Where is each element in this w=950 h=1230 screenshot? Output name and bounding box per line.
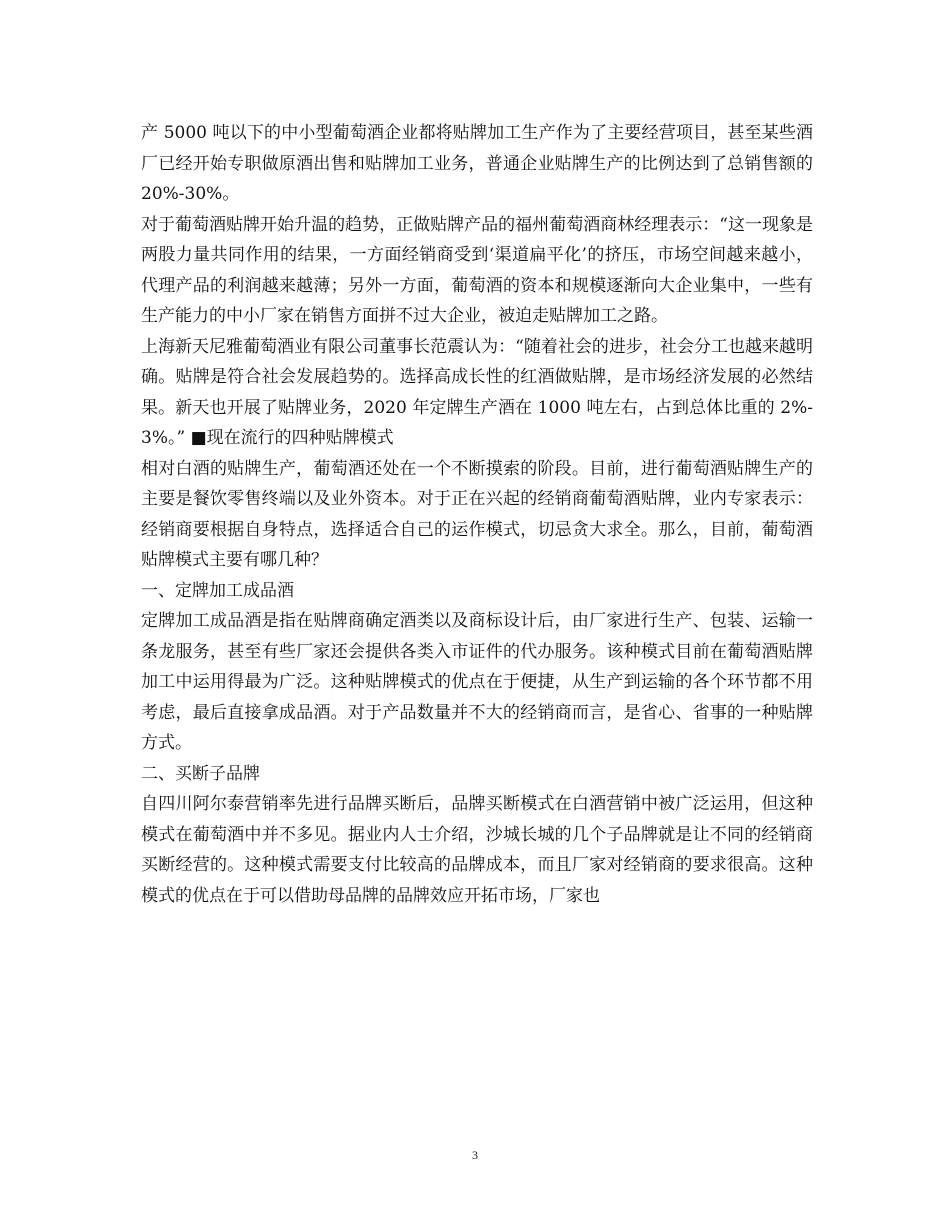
body-text xyxy=(141,118,813,911)
paragraph-2: 对于葡萄酒贴牌开始升温的趋势，正做贴牌产品的福州葡萄酒商林经理表示：“这一现象是两股力量共同作用的结果，一方面经销商受到‘渠道扁平化’的挤压，市场空间越来越小，代理产品的利润越来越薄；另外一方面，葡萄酒的资本和规模逐渐向大企业集中，一些有生产能力的中小厂家在销售方面拼不过大企业，被迫走贴牌加工之路。 xyxy=(141,214,813,326)
section-heading-1: 一、定牌加工成品酒 xyxy=(141,580,294,601)
paragraph-6: 自四川阿尔泰营销率先进行品牌买断后，品牌买断模式在白酒营销中被广泛运用，但这种模式在葡萄酒中并不多见。据业内人士介绍，沙城长城的几个子品牌就是让不同的经销商买断经营的。这种模式需要支付比较高的品牌成本，而且厂家对经销商的要求很高。这种模式的优点在于可以借助母品牌的品牌效应开拓市场，厂家也 xyxy=(141,794,813,906)
paragraph-3: 上海新天尼雅葡萄酒业有限公司董事长范震认为：“随着社会的进步，社会分工也越来越明确。贴牌是符合社会发展趋势的。选择高成长性的红酒做贴牌，是市场经济发展的必然结果。新天也开展了贴牌业务，2020 年定牌生产酒在 1000 吨左右，占到总体比重的 2%-3%。” ■现在流行的四种贴牌模式 xyxy=(141,336,813,448)
page-number: 3 xyxy=(472,1148,478,1162)
paragraph-5: 定牌加工成品酒是指在贴牌商确定酒类以及商标设计后，由厂家进行生产、包装、运输一条龙服务，甚至有些厂家还会提供各类入市证件的代办服务。该种模式目前在葡萄酒贴牌加工中运用得最为广泛。这种贴牌模式的优点在于便捷，从生产到运输的各个环节都不用考虑，最后直接拿成品酒。对于产品数量并不大的经销商而言，是省心、省事的一种贴牌方式。 xyxy=(141,611,813,753)
paragraph-1: 产 5000 吨以下的中小型葡萄酒企业都将贴牌加工生产作为了主要经营项目，甚至某些酒厂已经开始专职做原酒出售和贴牌加工业务，普通企业贴牌生产的比例达到了总销售额的 20%-30%。 xyxy=(141,123,813,204)
paragraph-4: 相对白酒的贴牌生产，葡萄酒还处在一个不断摸索的阶段。目前，进行葡萄酒贴牌生产的主要是餐饮零售终端以及业外资本。对于正在兴起的经销商葡萄酒贴牌，业内专家表示：经销商要根据自身特点，选择适合自己的运作模式，切忌贪大求全。那么，目前，葡萄酒贴牌模式主要有哪几种？ xyxy=(141,458,813,570)
section-heading-2: 二、买断子品牌 xyxy=(141,763,260,784)
